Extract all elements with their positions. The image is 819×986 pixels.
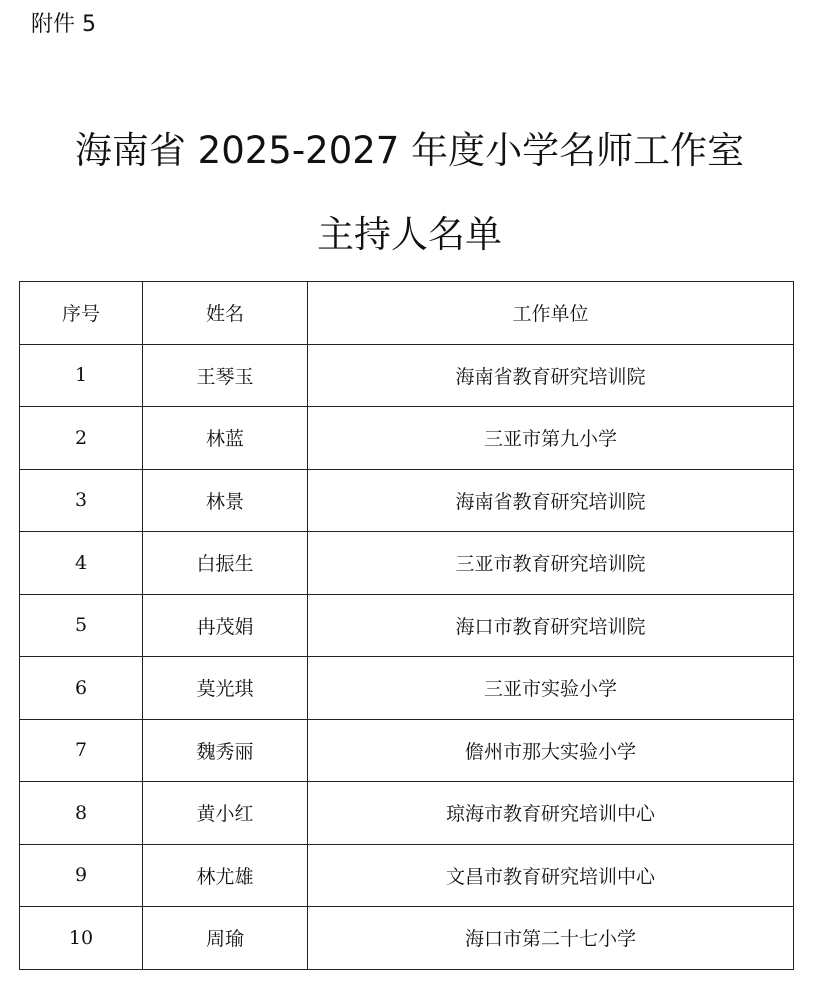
header-name: 姓名 [143,282,308,345]
row-index: 10 [20,907,143,970]
row-name: 白振生 [143,532,308,595]
table-row [20,407,794,470]
row-name: 黄小红 [143,782,308,845]
table-header-row [20,282,794,345]
row-index: 6 [20,657,143,720]
row-workplace: 三亚市教育研究培训院 [308,532,794,595]
header-workplace: 工作单位 [308,282,794,345]
header-index: 序号 [20,282,143,345]
table-row [20,469,794,532]
table-row [20,532,794,595]
table-row [20,782,794,845]
table-row [20,657,794,720]
table-row [20,907,794,970]
row-name: 林尤雄 [143,844,308,907]
row-name: 王琴玉 [143,344,308,407]
row-index: 5 [20,594,143,657]
row-workplace: 三亚市第九小学 [308,407,794,470]
row-name: 林蓝 [143,407,308,470]
attachment-label: 附件 5 [31,12,96,37]
row-workplace: 琼海市教育研究培训中心 [308,782,794,845]
document-title: 海南省 2025-2027 年度小学名师工作室 [74,129,745,172]
row-name: 林景 [143,469,308,532]
row-index: 7 [20,719,143,782]
host-list-table [19,281,794,970]
row-workplace: 儋州市那大实验小学 [308,719,794,782]
row-index: 2 [20,407,143,470]
table-row [20,594,794,657]
row-index: 9 [20,844,143,907]
row-name: 周瑜 [143,907,308,970]
row-workplace: 海南省教育研究培训院 [308,344,794,407]
row-workplace: 海口市教育研究培训院 [308,594,794,657]
table-row [20,719,794,782]
row-index: 3 [20,469,143,532]
row-name: 魏秀丽 [143,719,308,782]
document-subtitle: 主持人名单 [317,213,502,256]
row-workplace: 海南省教育研究培训院 [308,469,794,532]
row-workplace: 文昌市教育研究培训中心 [308,844,794,907]
table-row [20,844,794,907]
row-index: 1 [20,344,143,407]
row-name: 冉茂娟 [143,594,308,657]
row-index: 8 [20,782,143,845]
row-name: 莫光琪 [143,657,308,720]
row-workplace: 三亚市实验小学 [308,657,794,720]
row-index: 4 [20,532,143,595]
row-workplace: 海口市第二十七小学 [308,907,794,970]
table-row [20,344,794,407]
